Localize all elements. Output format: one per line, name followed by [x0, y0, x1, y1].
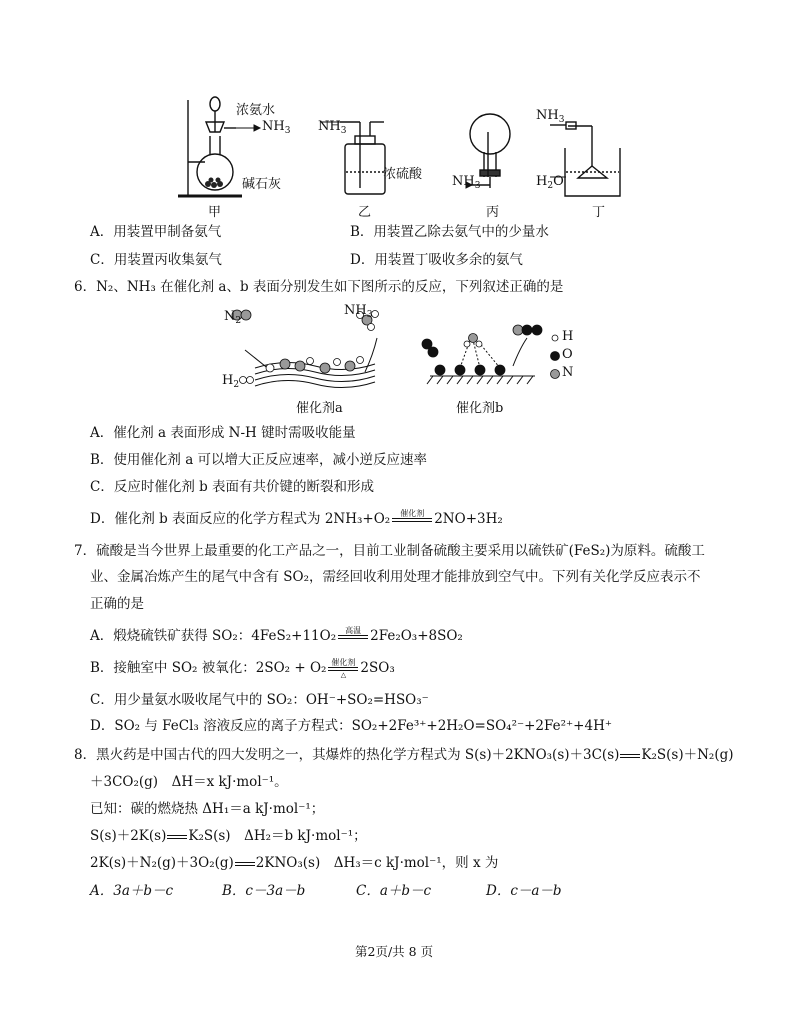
q8-option-d: D．c－a－b: [486, 883, 562, 899]
q7-option-d: D．SO₂ 与 FeCl₃ 溶液反应的离子方程式：SO₂+2Fe³⁺+2H₂O=SO₄²⁻+2Fe²⁺+4H⁺: [90, 718, 612, 734]
label-bing-gas: $NH_3$: [452, 174, 481, 191]
q8-stem-line2: ＋3CO₂(g) ΔH＝x kJ·mol⁻¹。: [90, 774, 288, 790]
catalyst-b-atoms: [422, 325, 542, 375]
legend-o: O: [562, 347, 573, 362]
q5-option-a: A．用装置甲制备氨气: [90, 224, 222, 240]
q7-stem-line3: 正确的是: [90, 596, 144, 612]
q8-stem-line1: 8．黑火药是中国古代的四大发明之一，其爆炸的热化学方程式为 S(s)＋2KNO₃(s)＋3C(s) K₂S(s)＋N₂(g): [74, 747, 734, 763]
q5-option-b: B．用装置乙除去氨气中的少量水: [350, 224, 549, 240]
q8-eq3: 2K(s)＋N₂(g)＋3O₂(g) 2KNO₃(s) ΔH₃＝c kJ·mol⁻¹，则 x 为: [90, 855, 499, 871]
catalyst-diagram: [215, 300, 600, 400]
catalyst-b-label: 催化剂b: [456, 401, 504, 416]
label-jia-gas: $NH_3$: [262, 119, 291, 136]
label-jia-reagent-bottom: 碱石灰: [242, 177, 282, 192]
q7-stem-line2: 业、金属冶炼产生的尾气中含有 SO₂，需经回收利用处理才能排放到空气中。下列有关化学反应表示不: [90, 569, 701, 585]
q6-option-b: B．使用催化剂 a 可以增大正反应速率，减小逆反应速率: [90, 452, 428, 468]
figure-label-ding: 丁: [592, 205, 606, 220]
legend-markers: [551, 335, 560, 379]
q6-option-c: C．反应时催化剂 b 表面有共价键的断裂和形成: [90, 479, 375, 495]
label-jia-reagent-top: 浓氨水: [236, 103, 276, 118]
q8-known: 已知：碳的燃烧热 ΔH₁＝a kJ·mol⁻¹；: [90, 801, 325, 817]
catalyst-a-label: 催化剂a: [296, 401, 343, 416]
figure-label-jia: 甲: [208, 205, 222, 220]
figure-label-bing: 丙: [486, 205, 500, 220]
q7-option-a: A．煅烧硫铁矿获得 SO₂：4FeS₂+11O₂ 高温 2Fe₂O₃+8SO₂: [90, 626, 463, 644]
q8-eq2: S(s)＋2K(s) K₂S(s) ΔH₂＝b kJ·mol⁻¹；: [90, 828, 367, 844]
q7-stem-line1: 7．硫酸是当今世界上最重要的化工产品之一，目前工业制备硫酸主要采用以硫铁矿(FeS₂)为原料。硫酸工: [74, 543, 705, 559]
mol-nh3: $NH_3$: [344, 303, 373, 320]
q6-stem: 6．N₂、NH₃ 在催化剂 a、b 表面分别发生如下图所示的反应，下列叙述正确的是: [74, 279, 564, 295]
q5-option-d: D．用装置丁吸收多余的氨气: [350, 252, 523, 268]
label-yi-gas: $NH_3$: [318, 119, 347, 136]
q7-option-c: C．用少量氨水吸收尾气中的 SO₂：OH⁻+SO₂=HSO₃⁻: [90, 692, 429, 708]
label-ding-gas: $NH_3$: [536, 108, 565, 125]
figure-label-yi: 乙: [358, 205, 372, 220]
q5-option-c: C．用装置丙收集氨气: [90, 252, 222, 268]
mol-n2: $N_2$: [224, 309, 242, 326]
q7-option-b: B．接触室中 SO₂ 被氧化：2SO₂ + O₂ 催化剂 △ 2SO₃: [90, 658, 395, 679]
apparatus-yi: [340, 122, 385, 194]
q8-option-c: C．a＋b－c: [356, 883, 432, 899]
page-footer: 第2页/共 8 页: [355, 944, 434, 959]
label-yi-reagent: 浓硫酸: [383, 167, 423, 182]
label-ding-liquid: $H_2O$: [536, 174, 564, 191]
q6-option-d: D．催化剂 b 表面反应的化学方程式为 2NH₃+O₂ 催化剂 2NO+3H₂: [90, 509, 503, 527]
catalyst-a-atoms: [232, 310, 379, 384]
q8-option-b: B．c－3a－b: [222, 883, 306, 899]
q6-option-a: A．催化剂 a 表面形成 N-H 键时需吸收能量: [90, 425, 356, 441]
legend-h: H: [562, 329, 574, 344]
mol-h2: $H_2$: [222, 373, 240, 390]
legend-n: N: [562, 365, 574, 380]
q8-option-a: A．3a＋b－c: [90, 883, 174, 899]
alkali-lime-bits: [205, 178, 223, 189]
